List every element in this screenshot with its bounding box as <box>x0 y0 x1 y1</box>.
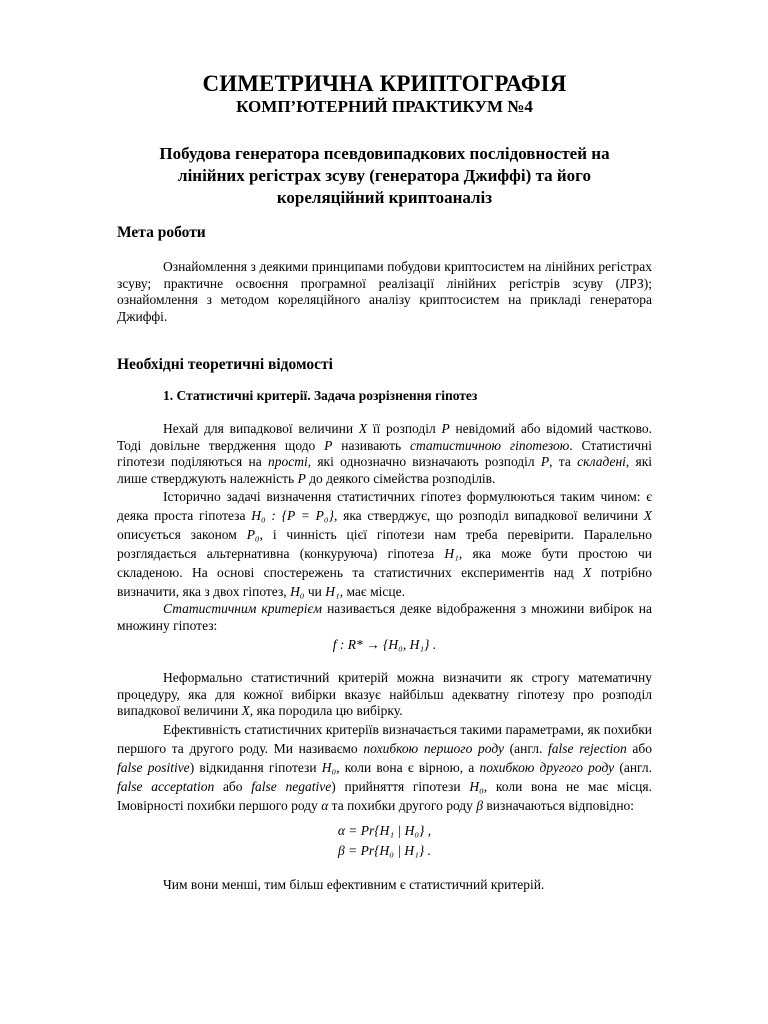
theory-heading: Необхідні теоретичні відомості <box>117 356 333 373</box>
topic-line: кореляційний криптоаналіз <box>276 188 493 207</box>
page-subtitle: КОМП’ЮТЕРНИЙ ПРАКТИКУМ №4 <box>236 97 533 116</box>
formula-beta: β = Pr{H₀ | H₁} . <box>338 842 431 858</box>
formula-alpha: α = Pr{H₁ | H₀} , <box>337 822 432 838</box>
topic-title <box>117 143 652 209</box>
goal-paragraph: Ознайомлення з деякими принципами побудови криптосистем на лінійних регістрах зсуву; практичне освоєння програмної реалізації лінійних регістрів зсуву (ЛРЗ); ознайомлення з методом кореляційного аналізу криптосистем на прикладі генератора Джиффі. <box>117 259 652 324</box>
formula-inline: H₀ : {P = P₀} <box>251 508 334 523</box>
paragraph-errors: Ефективність статистичних критеріїв визначається такими параметрами, як похибки першого та другого роду. Ми називаємо похибкою першого роду (англ. false rejection або false positive) відкидання гіпотези H₀, коли вона є вірною, а похибкою другого роду (англ. false acceptation або false negative) прийняття гіпотези H₀, коли вона не має місця. Імовірності похибки першого роду α та похибки другого роду β визначаються відповідно: <box>117 721 653 813</box>
goal-heading: Мета роботи <box>117 224 206 241</box>
paragraph-criterion: Статистичним критерієм називається деяке відображення з множини вибірок на множину гіпотез: <box>117 601 652 633</box>
paragraph-hypotheses: Нехай для випадкової величини X її розподіл P невідомий або відомий частково. Тоді довільне твердження щодо P називають статистичною гіпотезою. Статистичні гіпотези поділяються на прості, які однозначно визначають розподіл P, та складені, які лише стверджують належність P до деякого сімейства розподілів. <box>117 421 653 486</box>
paragraph-conclusion: Чим вони менші, тим більш ефективним є статистичний критерій. <box>163 876 545 892</box>
topic-line: Побудова генератора псевдовипадкових послідовностей на <box>159 144 610 163</box>
formula-errors <box>117 821 652 861</box>
topic-line: лінійних регістрах зсуву (генератора Джиффі) та його <box>178 166 591 185</box>
section-heading: 1. Статистичні критерії. Задача розрізнення гіпотез <box>163 388 478 403</box>
page-title: СИМЕТРИЧНА КРИПТОГРАФІЯ <box>202 71 567 96</box>
paragraph-informal: Неформально статистичний критерій можна визначити як строгу математичну процедуру, яка для кожної вибірки вказує найбільш адекватну гіпотезу про розподіл випадкової величини X, яка породила цю вибірку. <box>117 670 652 718</box>
formula-criterion: f : R* → {H₀, H₁} . <box>332 637 437 652</box>
paragraph-simple-hypothesis: Історично задачі визначення статистичних гіпотез формулюються таким чином: є деяка проста гіпотеза H₀ : {P = P₀}, яка стверджує, що розподіл випадкової величини X описується законом P₀, і чинність цієї гіпотези нам треба перевірити. Паралельно розглядається альтернативна (конкуруюча) гіпотеза H₁, яка може бути простою чи складеною. На основі спостережень та статистичних експериментів над X потрібно визначити, яка з двох гіпотез, H₀ чи H₁, має місце. <box>117 489 653 599</box>
